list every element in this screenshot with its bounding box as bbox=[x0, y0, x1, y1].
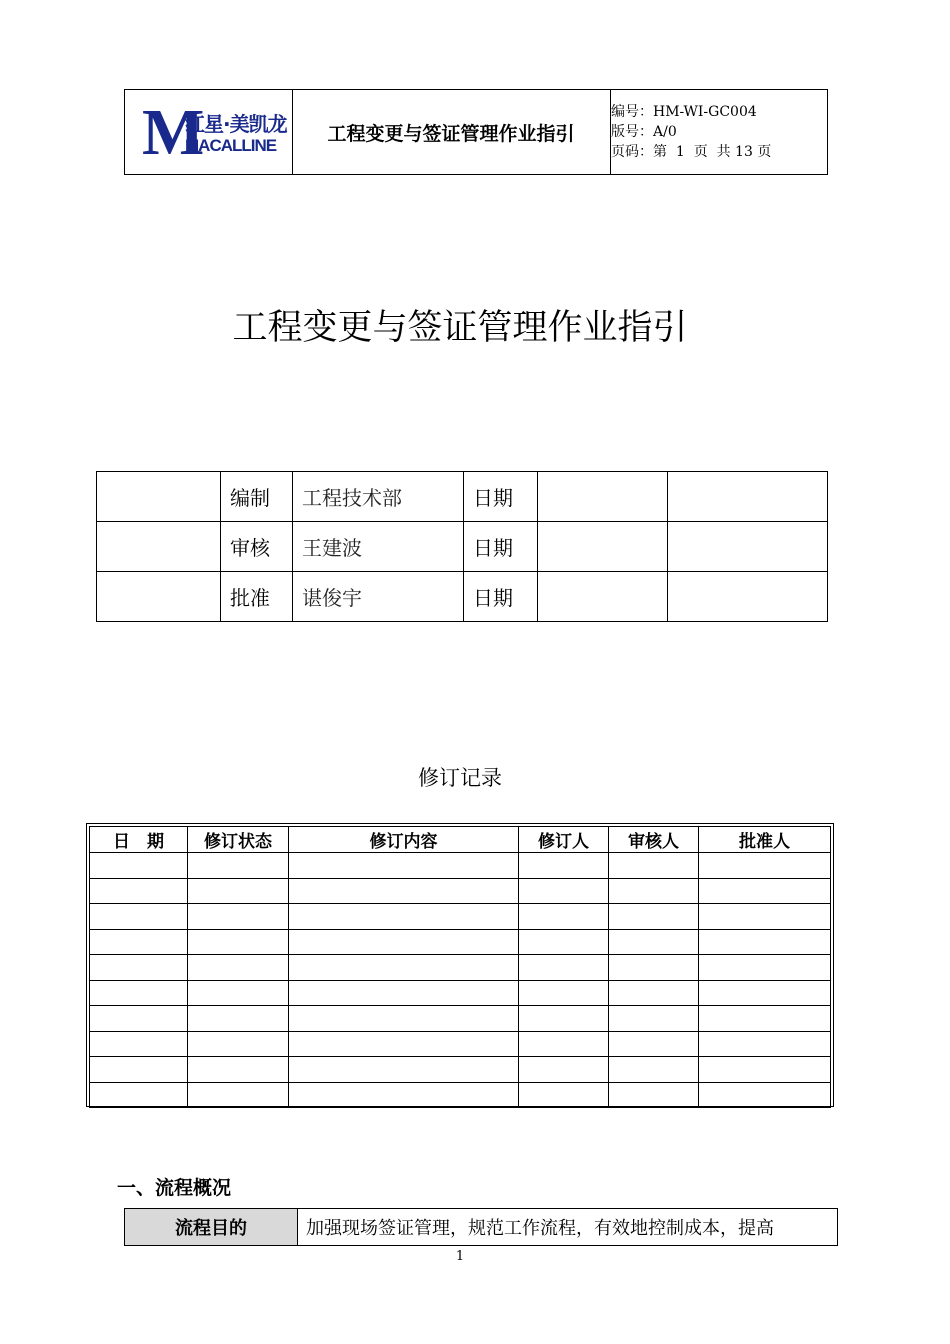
table-cell bbox=[609, 955, 699, 981]
table-cell bbox=[609, 1082, 699, 1108]
empty-cell bbox=[668, 522, 828, 572]
table-cell bbox=[188, 904, 289, 930]
table-cell bbox=[289, 1006, 519, 1032]
process-overview-table bbox=[124, 1208, 838, 1246]
table-cell bbox=[519, 1057, 609, 1083]
column-header: 日 期 bbox=[90, 827, 188, 853]
table-row bbox=[90, 1006, 831, 1032]
table-cell bbox=[90, 955, 188, 981]
table-cell bbox=[609, 1006, 699, 1032]
table-row bbox=[90, 980, 831, 1006]
table-cell bbox=[90, 1057, 188, 1083]
approval-table bbox=[96, 471, 828, 622]
table-cell bbox=[188, 929, 289, 955]
empty-cell bbox=[97, 572, 221, 622]
date-value bbox=[538, 472, 668, 522]
revision-table bbox=[89, 826, 831, 1108]
table-row bbox=[90, 1031, 831, 1057]
empty-cell bbox=[668, 472, 828, 522]
doc-version: 版号：A/0 bbox=[611, 124, 677, 140]
table-cell bbox=[699, 878, 831, 904]
table-cell bbox=[519, 878, 609, 904]
table-cell bbox=[188, 1006, 289, 1032]
purpose-label: 流程目的 bbox=[125, 1209, 298, 1246]
table-cell bbox=[699, 1082, 831, 1108]
table-cell bbox=[609, 878, 699, 904]
table-cell bbox=[289, 1082, 519, 1108]
table-cell bbox=[699, 955, 831, 981]
table-cell bbox=[699, 1031, 831, 1057]
table-cell bbox=[609, 1057, 699, 1083]
table-cell bbox=[90, 929, 188, 955]
table-row bbox=[97, 472, 828, 522]
purpose-text: 加强现场签证管理，规范工作流程，有效地控制成本，提高 bbox=[298, 1209, 838, 1246]
table-cell bbox=[289, 853, 519, 879]
column-header: 修订状态 bbox=[188, 827, 289, 853]
logo-chinese-text: 红星·美凯龙 bbox=[185, 112, 287, 136]
table-row bbox=[90, 955, 831, 981]
table-cell bbox=[90, 1031, 188, 1057]
table-cell bbox=[699, 853, 831, 879]
table-cell bbox=[609, 980, 699, 1006]
table-cell bbox=[519, 929, 609, 955]
date-label: 日期 bbox=[464, 472, 538, 522]
empty-cell bbox=[668, 572, 828, 622]
section-heading: 一、流程概况 bbox=[117, 1177, 232, 1199]
column-header: 修订人 bbox=[519, 827, 609, 853]
table-cell bbox=[609, 1031, 699, 1057]
table-cell bbox=[289, 904, 519, 930]
table-cell bbox=[699, 1006, 831, 1032]
approval-label: 编制 bbox=[221, 472, 293, 522]
column-header: 审核人 bbox=[609, 827, 699, 853]
table-cell bbox=[90, 1082, 188, 1108]
table-cell bbox=[519, 980, 609, 1006]
approval-value: 工程技术部 bbox=[293, 472, 464, 522]
table-cell bbox=[90, 878, 188, 904]
table-row bbox=[97, 522, 828, 572]
table-cell bbox=[289, 955, 519, 981]
table-cell bbox=[519, 1082, 609, 1108]
table-cell bbox=[90, 980, 188, 1006]
table-row bbox=[90, 929, 831, 955]
table-cell bbox=[609, 904, 699, 930]
table-cell bbox=[188, 955, 289, 981]
revision-table-body bbox=[90, 853, 831, 1108]
table-cell bbox=[519, 1006, 609, 1032]
table-cell bbox=[519, 955, 609, 981]
approval-value: 谌俊宇 bbox=[293, 572, 464, 622]
table-cell bbox=[699, 929, 831, 955]
logo-letter: M bbox=[142, 96, 203, 169]
table-cell bbox=[519, 1031, 609, 1057]
table-row bbox=[90, 853, 831, 879]
table-cell bbox=[699, 980, 831, 1006]
page-number: 1 bbox=[455, 1249, 465, 1264]
table-cell bbox=[90, 1006, 188, 1032]
page-title: 工程变更与签证管理作业指引 bbox=[232, 308, 688, 348]
date-value bbox=[538, 522, 668, 572]
table-cell bbox=[289, 1057, 519, 1083]
table-cell bbox=[609, 853, 699, 879]
empty-cell bbox=[97, 472, 221, 522]
revision-table-frame bbox=[86, 823, 834, 1107]
table-cell bbox=[519, 853, 609, 879]
table-cell bbox=[90, 853, 188, 879]
date-value bbox=[538, 572, 668, 622]
table-cell bbox=[188, 853, 289, 879]
table-header-row bbox=[90, 827, 831, 853]
revision-title: 修订记录 bbox=[418, 766, 502, 790]
table-cell bbox=[289, 878, 519, 904]
table-row bbox=[90, 904, 831, 930]
date-label: 日期 bbox=[464, 522, 538, 572]
approval-value: 王建波 bbox=[293, 522, 464, 572]
table-cell bbox=[699, 1057, 831, 1083]
table-cell bbox=[188, 878, 289, 904]
table-cell bbox=[188, 980, 289, 1006]
column-header: 批准人 bbox=[699, 827, 831, 853]
doc-page: 页码：第 1 页 共 13 页 bbox=[611, 144, 772, 160]
table-cell bbox=[609, 929, 699, 955]
table-cell bbox=[188, 1057, 289, 1083]
document-header bbox=[124, 89, 828, 175]
table-cell bbox=[289, 980, 519, 1006]
table-cell bbox=[519, 904, 609, 930]
approval-label: 批准 bbox=[221, 572, 293, 622]
table-cell bbox=[289, 929, 519, 955]
date-label: 日期 bbox=[464, 572, 538, 622]
table-cell bbox=[90, 904, 188, 930]
table-cell bbox=[188, 1031, 289, 1057]
table-cell bbox=[289, 1031, 519, 1057]
table-row bbox=[125, 1209, 838, 1246]
header-meta bbox=[611, 102, 771, 162]
column-header: 修订内容 bbox=[289, 827, 519, 853]
header-title: 工程变更与签证管理作业指引 bbox=[292, 90, 611, 174]
empty-cell bbox=[97, 522, 221, 572]
table-row bbox=[90, 1082, 831, 1108]
table-row bbox=[97, 572, 828, 622]
approval-label: 审核 bbox=[221, 522, 293, 572]
doc-number: 编号：HM-WI-GC004 bbox=[611, 104, 757, 120]
table-cell bbox=[699, 904, 831, 930]
table-cell bbox=[188, 1082, 289, 1108]
logo-english-text: MACALLINE bbox=[185, 136, 277, 155]
table-row bbox=[90, 878, 831, 904]
table-row bbox=[90, 1057, 831, 1083]
logo bbox=[125, 90, 293, 174]
